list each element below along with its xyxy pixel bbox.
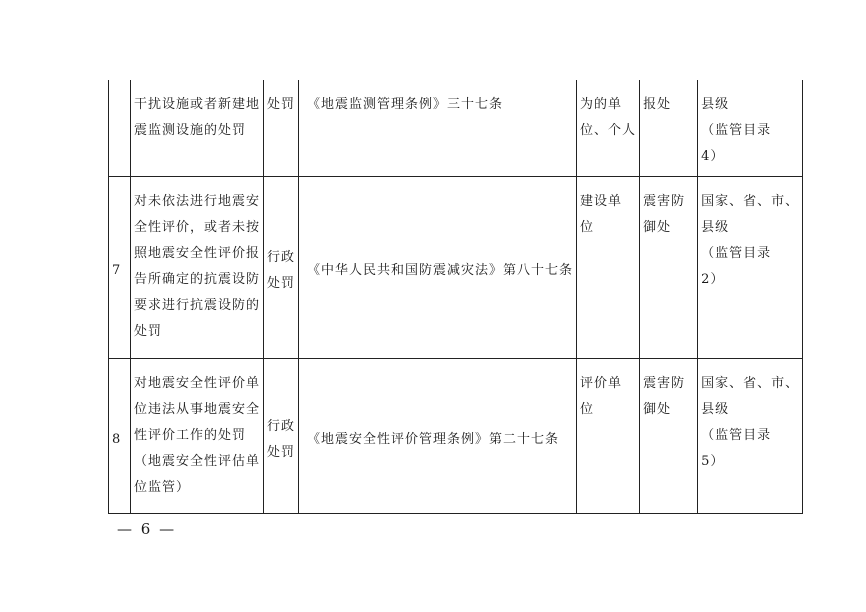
subject-line: 位、个人 (580, 123, 637, 138)
item-line: 全性评价，或者未按 (134, 219, 261, 235)
item-line: 处罚 (134, 323, 163, 339)
subject-line: 位 (580, 401, 595, 417)
item-line: （地震安全性评估单 (134, 453, 261, 469)
department-line: 报处 (643, 97, 672, 112)
row-number: 8 (109, 358, 131, 513)
type-cell (264, 176, 299, 358)
row-number: 7 (109, 176, 131, 358)
level-line: 县级 (701, 97, 730, 112)
table-row (109, 80, 803, 176)
item-line: 性评价工作的处罚 (134, 427, 247, 443)
item-line: 照地震安全性评价报 (134, 245, 261, 261)
law-text: 《中华人民共和国防震减灾法》第八十七条 (307, 263, 574, 278)
subject-cell (577, 176, 640, 358)
department-line: 御处 (643, 219, 672, 235)
level-cell (698, 176, 803, 358)
item-cell (131, 358, 264, 513)
law-cell (299, 176, 577, 358)
type-line: 处罚 (267, 97, 296, 112)
department-line: 震害防 (643, 193, 686, 209)
level-line: 国家、省、市、 (701, 375, 800, 391)
type-cell (264, 80, 299, 176)
subject-line: 评价单 (580, 375, 623, 391)
level-line: 国家、省、市、 (701, 193, 800, 209)
item-line: 告所确定的抗震设防 (134, 271, 261, 287)
item-line: 要求进行抗震设防的 (134, 297, 261, 313)
level-line: 5） (701, 453, 725, 469)
item-line: 对未依法进行地震安 (134, 193, 261, 209)
law-cell (299, 80, 577, 176)
type-line: 处罚 (267, 276, 296, 291)
item-cell (131, 176, 264, 358)
page-number: — 6 — (117, 520, 177, 538)
level-line: （监管目录 (701, 123, 772, 138)
department-line: 震害防 (643, 375, 686, 391)
type-line: 行政 (267, 250, 296, 265)
subject-line: 为的单 (580, 97, 623, 112)
law-cell (299, 358, 577, 513)
level-cell (698, 80, 803, 176)
level-line: 2） (701, 271, 725, 287)
type-line: 处罚 (267, 444, 296, 460)
law-text: 《地震监测管理条例》三十七条 (307, 97, 504, 112)
department-line: 御处 (643, 401, 672, 417)
law-text: 《地震安全性评价管理条例》第二十七条 (307, 431, 560, 447)
type-line: 行政 (267, 418, 296, 434)
table-row (109, 358, 803, 513)
level-line: 4） (701, 149, 725, 164)
level-line: （监管目录 (701, 427, 772, 443)
subject-cell (577, 80, 640, 176)
table-row (109, 176, 803, 358)
item-line: 干扰设施或者新建地 (134, 97, 261, 112)
subject-cell (577, 358, 640, 513)
penalty-table (108, 80, 803, 514)
item-cell (131, 80, 264, 176)
department-cell (640, 176, 698, 358)
level-cell (698, 358, 803, 513)
department-cell (640, 358, 698, 513)
level-line: 县级 (701, 219, 730, 235)
level-line: 县级 (701, 401, 730, 417)
row-number (109, 80, 131, 176)
subject-line: 位 (580, 219, 595, 235)
subject-line: 建设单 (580, 193, 623, 209)
department-cell (640, 80, 698, 176)
level-line: （监管目录 (701, 245, 772, 261)
type-cell (264, 358, 299, 513)
item-line: 位监管） (134, 479, 191, 495)
item-line: 震监测设施的处罚 (134, 123, 247, 138)
item-line: 对地震安全性评价单 (134, 375, 261, 391)
item-line: 位违法从事地震安全 (134, 401, 261, 417)
